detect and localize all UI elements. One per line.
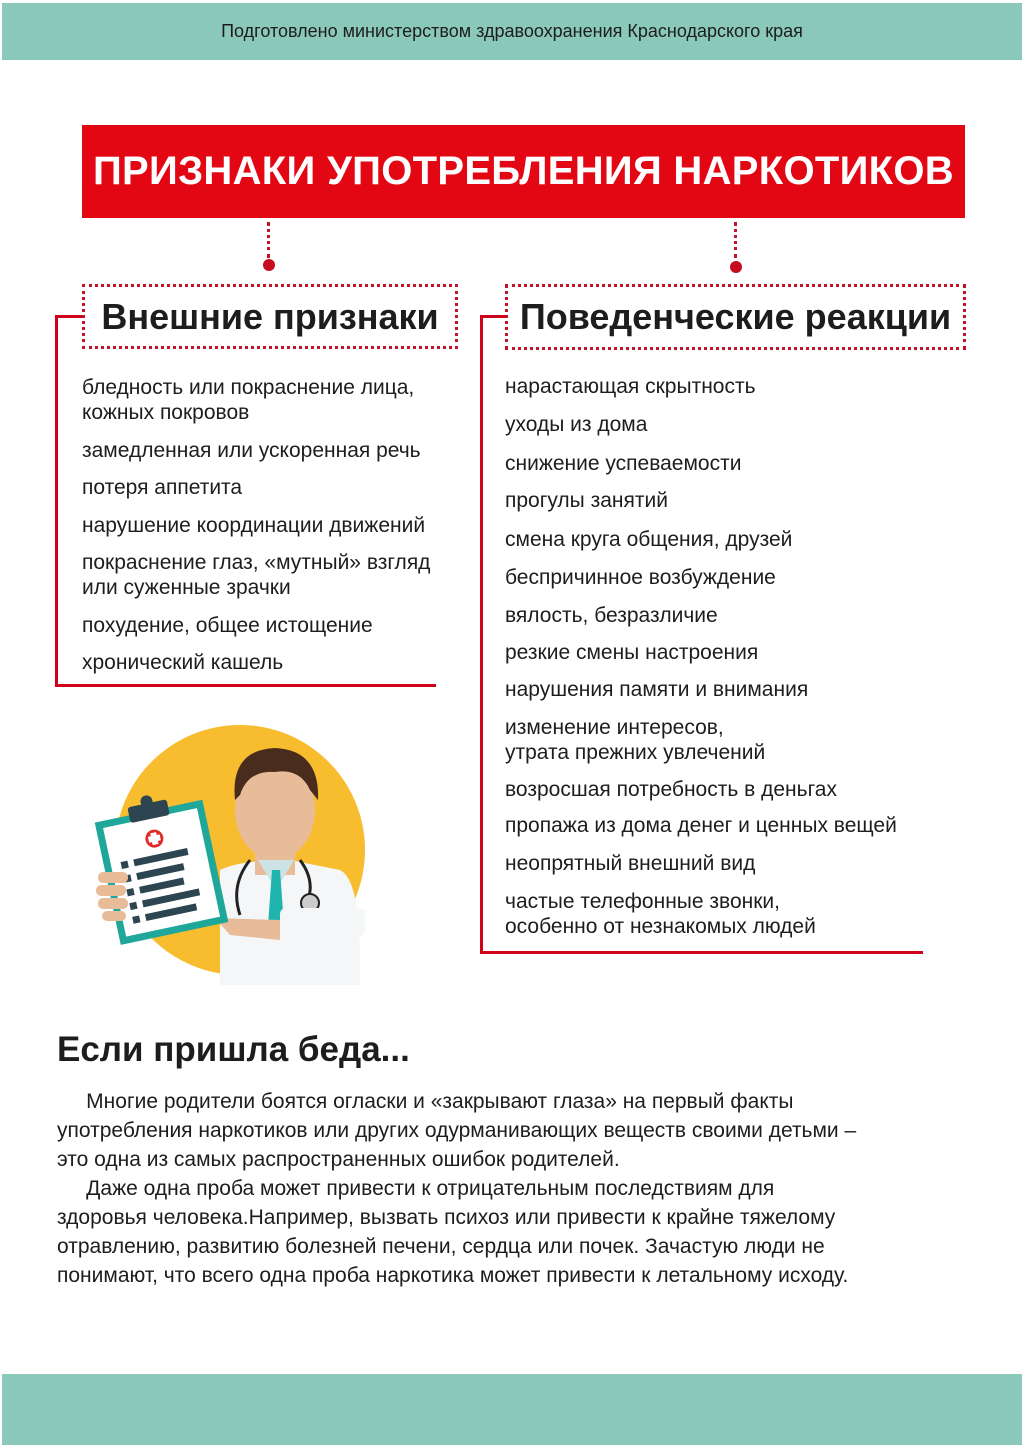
paragraph-line: употребления наркотиков или других одурманивающих веществ своими детьми – <box>57 1119 857 1142</box>
trouble-heading: Если пришла беда... <box>57 1030 410 1069</box>
bracket-right-side <box>480 315 483 954</box>
list-item: уходы из дома <box>505 413 648 436</box>
list-item: частые телефонные звонки, <box>505 890 780 913</box>
connector-line-right <box>734 222 737 258</box>
doctor-illustration <box>90 720 390 985</box>
paragraph-line: отравлению, развитию болезней печени, сердца или почек. Зачастую люди не <box>57 1235 825 1258</box>
external-signs-heading: Внешние признаки <box>82 284 458 349</box>
bracket-right-top <box>480 315 506 318</box>
list-item: бледность или покраснение лица, <box>82 376 415 399</box>
header-band <box>2 3 1022 60</box>
connector-line-left <box>267 222 270 258</box>
list-item: беспричинное возбуждение <box>505 566 776 589</box>
bracket-left-bottom <box>55 684 436 687</box>
connector-dot-left <box>263 259 275 271</box>
list-item: или суженные зрачки <box>82 576 291 599</box>
bracket-left-side <box>55 315 58 687</box>
bracket-left-top <box>55 315 82 318</box>
list-item: нарушения памяти и внимания <box>505 678 809 701</box>
list-item: замедленная или ускоренная речь <box>82 439 421 462</box>
paragraph-line: Даже одна проба может привести к отрицательным последствиям для <box>57 1177 775 1200</box>
paragraph-line: Многие родители боятся огласки и «закрывают глаза» на первый факты <box>57 1090 794 1113</box>
list-item: изменение интересов, <box>505 716 724 739</box>
paragraph-line: здоровья человека.Например, вызвать психоз или привести к крайне тяжелому <box>57 1206 836 1229</box>
list-item: особенно от незнакомых людей <box>505 915 816 938</box>
list-item: пропажа из дома денег и ценных вещей <box>505 814 897 837</box>
list-item: кожных покровов <box>82 401 250 424</box>
paragraph-line: понимают, что всего одна проба наркотика может привести к летальному исходу. <box>57 1264 849 1287</box>
list-item: прогулы занятий <box>505 489 668 512</box>
list-item: возросшая потребность в деньгах <box>505 778 837 801</box>
footer-band <box>2 1374 1022 1445</box>
list-item: хронический кашель <box>82 651 284 674</box>
list-item: смена круга общения, друзей <box>505 528 793 551</box>
list-item: неопрятный внешний вид <box>505 852 756 875</box>
list-item: снижение успеваемости <box>505 452 742 475</box>
page-title: ПРИЗНАКИ УПОТРЕБЛЕНИЯ НАРКОТИКОВ <box>82 125 965 218</box>
list-item: похудение, общее истощение <box>82 614 373 637</box>
list-item: нарастающая скрытность <box>505 375 756 398</box>
list-item: вялость, безразличие <box>505 604 718 627</box>
connector-dot-right <box>730 261 742 273</box>
list-item: потеря аппетита <box>82 476 243 499</box>
bracket-right-bottom <box>480 951 923 954</box>
behavioral-heading: Поведенческие реакции <box>505 284 966 350</box>
list-item: утрата прежних увлечений <box>505 741 766 764</box>
list-item: резкие смены настроения <box>505 641 759 664</box>
list-item: нарушение координации движений <box>82 514 426 537</box>
list-item: покраснение глаз, «мутный» взгляд <box>82 551 431 574</box>
header-note: Подготовлено министерством здравоохранения Краснодарского края <box>221 21 803 41</box>
paragraph-line: это одна из самых распространенных ошибок родителей. <box>57 1148 620 1171</box>
